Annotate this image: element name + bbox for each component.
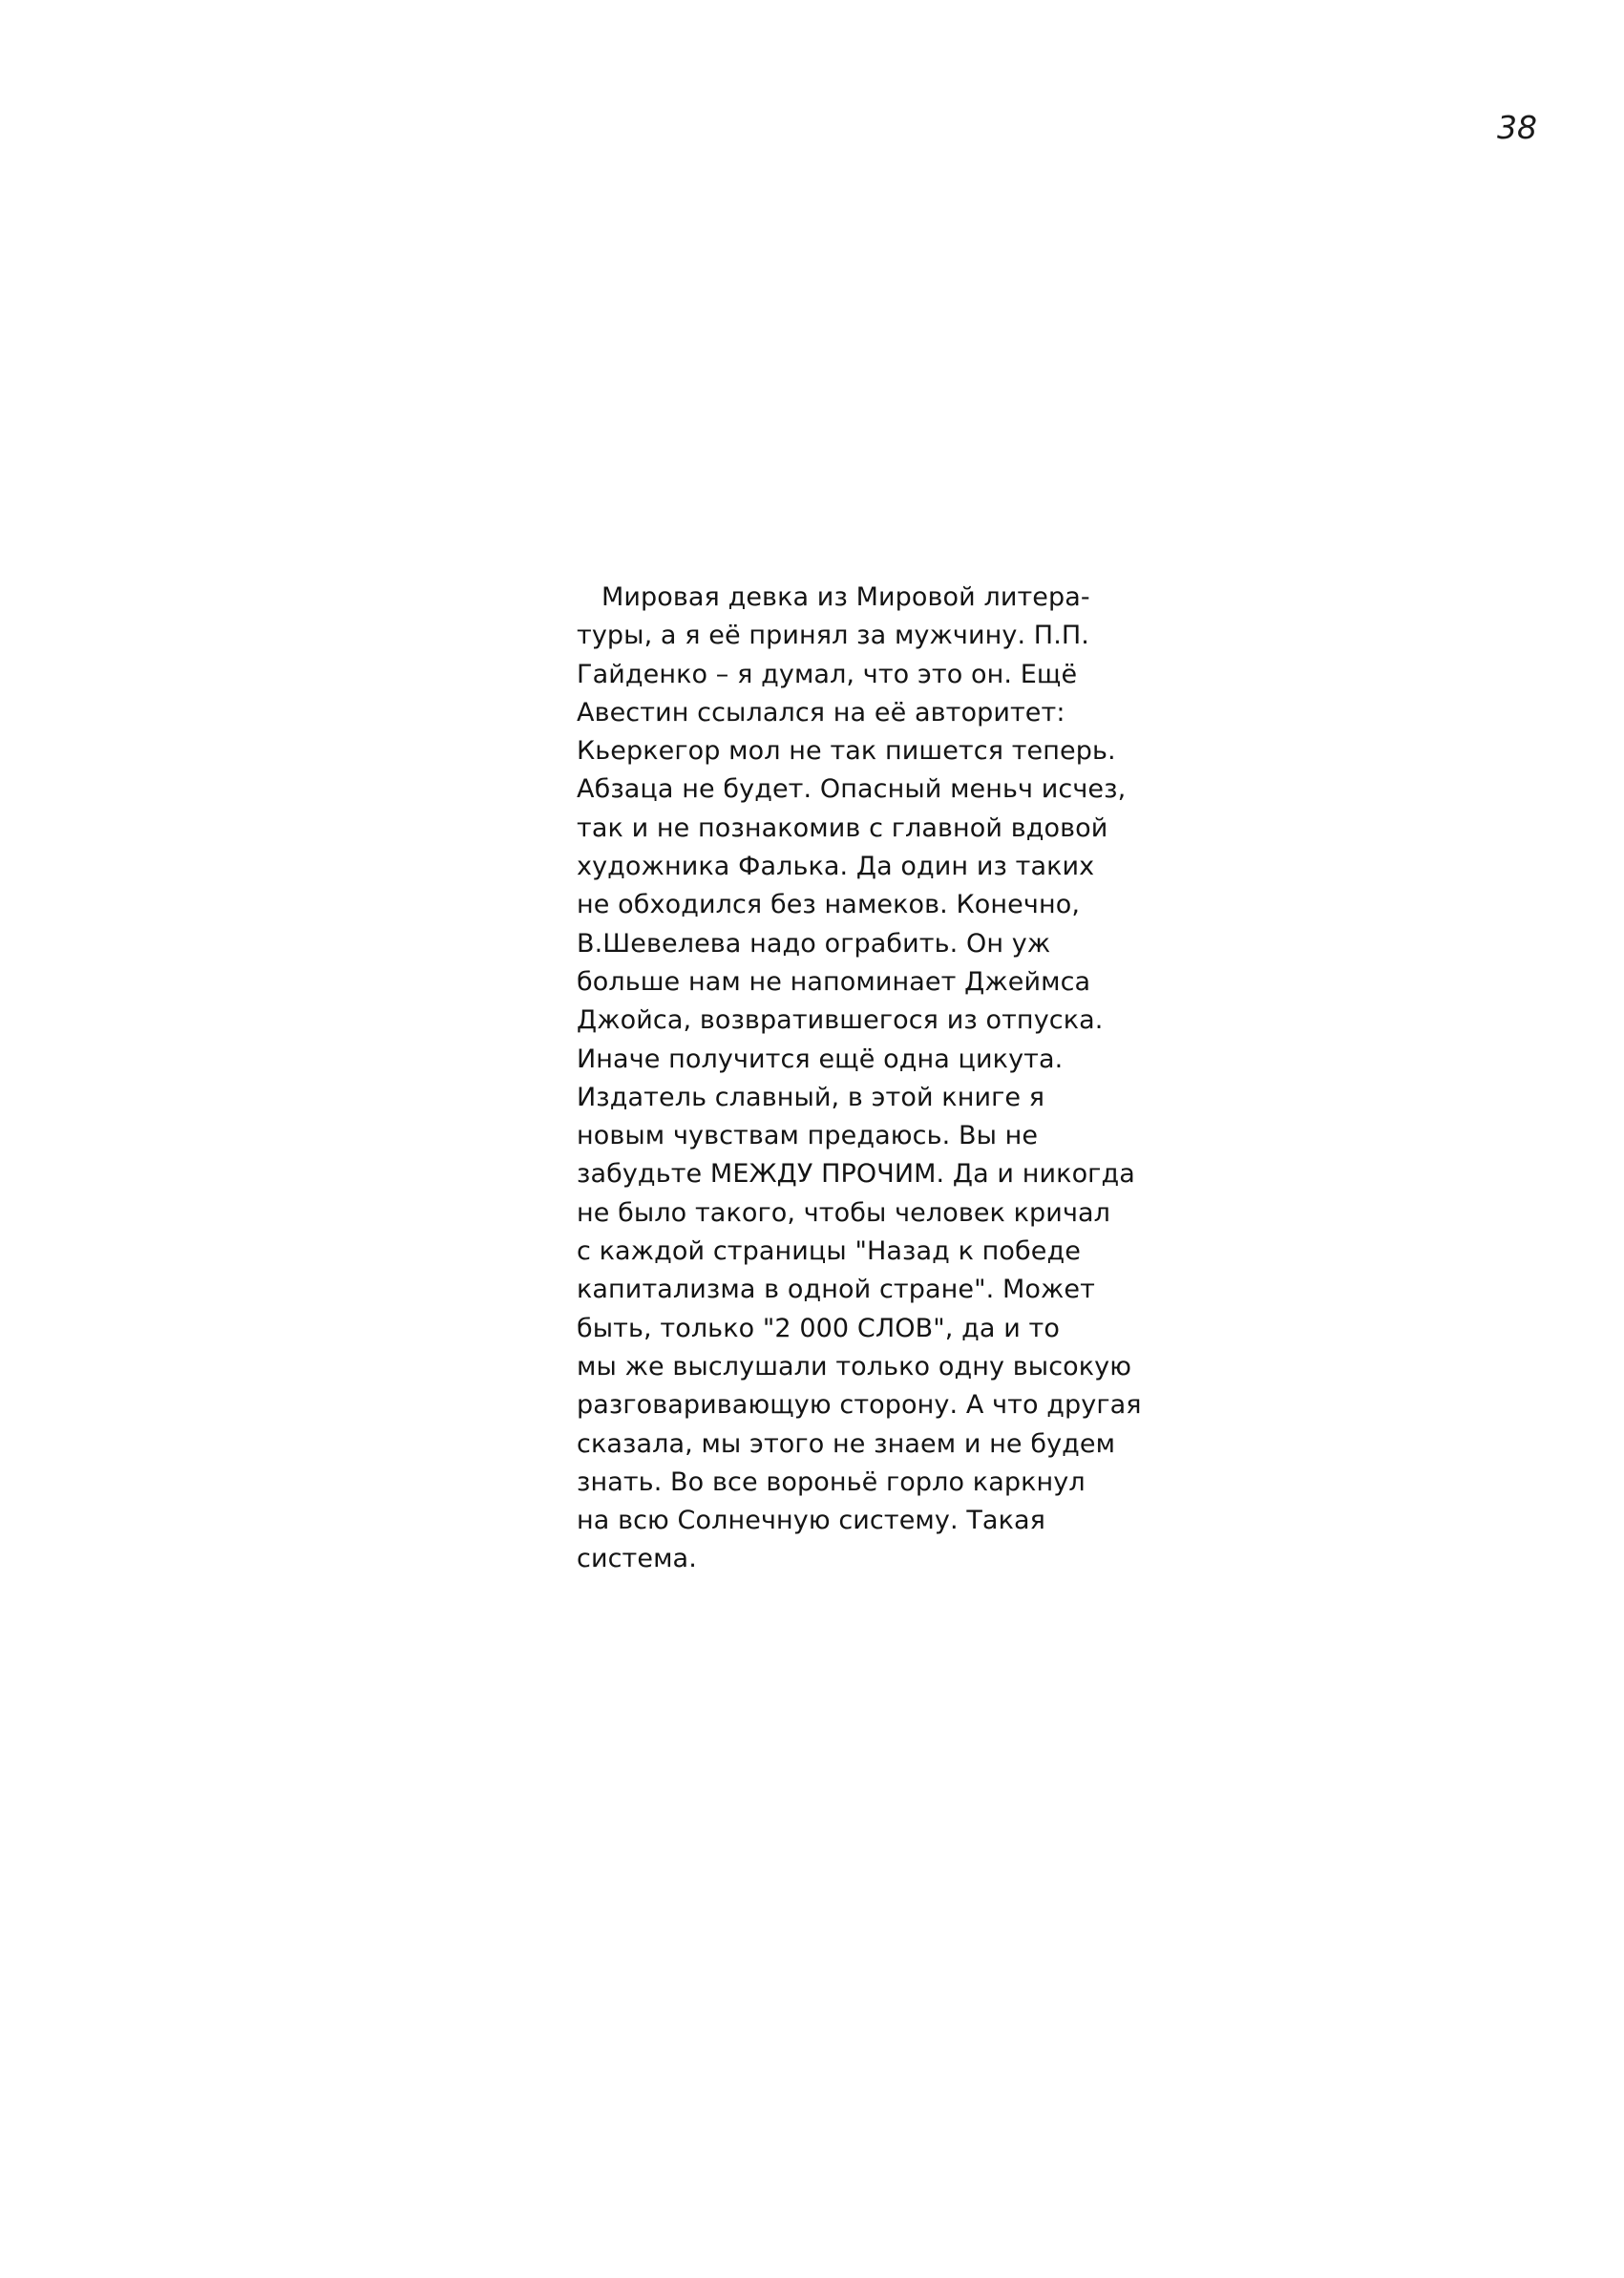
text-line: с каждой страницы "Назад к победе	[577, 1236, 1081, 1267]
text-line: мы же выслушали только одну высокую	[577, 1351, 1132, 1382]
text-line: новым чувствам предаюсь. Вы не	[577, 1121, 1039, 1151]
text-line: не было такого, чтобы человек кричал	[577, 1197, 1110, 1228]
text-line: так и не познакомив с главной вдовой	[577, 812, 1108, 843]
text-line: больше нам не напоминает Джеймса	[577, 966, 1091, 997]
page-number: 38	[1497, 109, 1537, 146]
text-line: быть, только "2 000 СЛОВ", да и то	[577, 1313, 1060, 1343]
text-line: забудьте МЕЖДУ ПРОЧИМ. Да и никогда	[577, 1159, 1135, 1190]
text-line: Абзаца не будет. Опасный меньч исчез,	[577, 774, 1127, 805]
text-line: Иначе получится ещё одна цикута.	[577, 1044, 1064, 1074]
text-line: Джойса, возвратившегося из отпуска.	[577, 1005, 1104, 1036]
text-line: на всю Солнечную систему. Такая	[577, 1506, 1045, 1536]
text-line: Издатель славный, в этой книге я	[577, 1082, 1045, 1112]
body-paragraph	[577, 579, 1188, 1579]
text-line: разговаривающую сторону. А что другая	[577, 1390, 1142, 1421]
text-line: знать. Во все вороньё горло каркнул	[577, 1466, 1086, 1497]
text-line: Авестин ссылался на её авторитет:	[577, 697, 1065, 728]
text-line: не обходился без намеков. Конечно,	[577, 890, 1080, 920]
text-line: сказала, мы этого не знаем и не будем	[577, 1428, 1116, 1459]
text-line: Гайденко – я думал, что это он. Ещё	[577, 659, 1078, 689]
text-line: туры, а я её принял за мужчину. П.П.	[577, 621, 1089, 651]
text-line: капитализма в одной стране". Может	[577, 1275, 1095, 1305]
text-line: художника Фалька. Да один из таких	[577, 852, 1095, 882]
text-line: Мировая девка из Мировой литера-	[601, 582, 1090, 612]
text-line: В.Шевелева надо ограбить. Он уж	[577, 928, 1051, 959]
text-line: Кьеркегор мол не так пишется теперь.	[577, 736, 1116, 767]
text-line: система.	[577, 1544, 697, 1574]
